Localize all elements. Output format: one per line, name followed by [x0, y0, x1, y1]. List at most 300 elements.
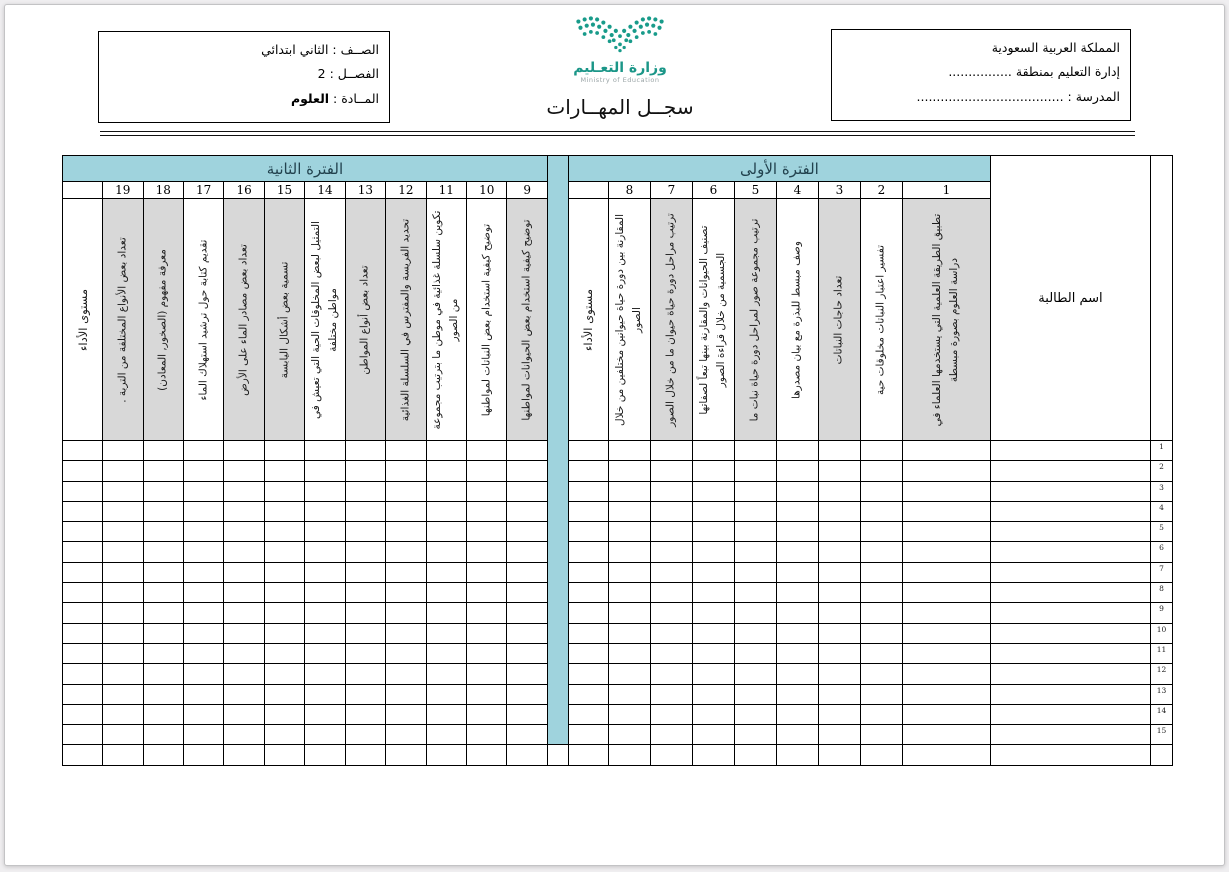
score-cell-skill-2 [860, 684, 902, 704]
score-cell-skill-13 [345, 501, 385, 521]
score-cell-skill-4 [776, 583, 818, 603]
score-cell-skill-16 [224, 664, 264, 684]
student-name-column-header: اسم الطالبة [990, 156, 1150, 441]
skill-header-9-label: توضيح كيفية استخدام بعض الحيوانات لمواطنها [520, 218, 533, 421]
score-cell-skill-17 [183, 522, 223, 542]
score-cell-skill-12 [386, 725, 426, 745]
skill-header-15-label: تسمية بعض أشكال اليابسة [278, 261, 291, 378]
score-cell-skill-8 [608, 481, 650, 501]
score-cell-skill-19 [103, 542, 143, 562]
score-cell-skill-14 [305, 583, 345, 603]
score-cell-skill-19 [103, 562, 143, 582]
performance-cell-p1 [568, 725, 608, 745]
score-cell-skill-13 [345, 643, 385, 663]
score-cell-skill-15 [264, 522, 304, 542]
skill-number-4: 4 [776, 182, 818, 199]
score-cell-skill-5 [734, 643, 776, 663]
score-cell-skill-7 [650, 603, 692, 623]
score-cell-skill-9 [507, 643, 547, 663]
score-cell-skill-18 [143, 562, 183, 582]
score-cell-skill-17 [183, 684, 223, 704]
score-cell-skill-4 [776, 725, 818, 745]
skill-header-7-label: ترتيب مراحل دورة حياة حيوان ما من خلال الصور [665, 212, 678, 427]
skill-header-19-label: تعداد بعض الأنواع المختلفة من التربة . [116, 236, 129, 403]
skill-header-14 [305, 199, 345, 441]
skill-header-10 [467, 199, 507, 441]
student-name-cell [990, 583, 1150, 603]
score-cell-skill-7 [650, 481, 692, 501]
score-cell-skill-12 [386, 481, 426, 501]
score-cell-skill-2 [860, 481, 902, 501]
score-cell-skill-15 [264, 461, 304, 481]
score-cell-skill-15 [264, 725, 304, 745]
score-cell-skill-4 [776, 562, 818, 582]
score-cell-skill-13 [345, 664, 385, 684]
score-cell-skill-16 [224, 684, 264, 704]
row-number-cell [1150, 745, 1172, 765]
score-cell-skill-19 [103, 623, 143, 643]
score-cell-skill-6 [692, 583, 734, 603]
skill-header-15 [264, 199, 304, 441]
score-cell-skill-10 [467, 725, 507, 745]
score-cell-skill-9 [507, 725, 547, 745]
performance-cell-p2 [63, 725, 103, 745]
score-cell-skill-7 [650, 542, 692, 562]
score-cell-skill-13 [345, 583, 385, 603]
score-cell-skill-3 [818, 481, 860, 501]
score-cell-skill-9 [507, 501, 547, 521]
score-cell-skill-18 [143, 643, 183, 663]
score-cell-skill-4 [776, 704, 818, 724]
score-cell-skill-12 [386, 704, 426, 724]
performance-cell-p2 [63, 562, 103, 582]
score-cell-skill-17 [183, 643, 223, 663]
score-cell-skill-10 [467, 501, 507, 521]
score-cell-skill-14 [305, 501, 345, 521]
performance-cell-p1 [568, 664, 608, 684]
score-cell-skill-3 [818, 684, 860, 704]
row-number-cell: 7 [1150, 562, 1172, 582]
performance-cell-p2 [63, 481, 103, 501]
score-cell-skill-18 [143, 461, 183, 481]
performance-cell-p1 [568, 704, 608, 724]
score-cell-skill-3 [818, 745, 860, 765]
skill-header-17-label: تقديم كتابة حول ترشيد استهلاك الماء [197, 239, 210, 400]
score-cell-skill-2 [860, 542, 902, 562]
score-cell-skill-11 [426, 684, 466, 704]
score-cell-skill-15 [264, 501, 304, 521]
skill-header-16-label: تعداد بعض مصادر الماء على الأرض [237, 243, 250, 396]
score-cell-skill-11 [426, 542, 466, 562]
student-name-cell [990, 461, 1150, 481]
score-cell-skill-19 [103, 441, 143, 461]
skill-number-10: 10 [467, 182, 507, 199]
performance-cell-p2 [63, 603, 103, 623]
skill-header-8-label: المقارنة بين دورة حياة حيوانين مختلفين من خلال الصور [614, 213, 644, 426]
score-cell-skill-1 [902, 522, 990, 542]
score-cell-skill-13 [345, 725, 385, 745]
row-number-cell: 10 [1150, 623, 1172, 643]
student-name-cell [990, 542, 1150, 562]
row-number-cell: 6 [1150, 542, 1172, 562]
skill-header-3 [818, 199, 860, 441]
student-name-cell [990, 643, 1150, 663]
score-cell-skill-18 [143, 522, 183, 542]
score-cell-skill-1 [902, 583, 990, 603]
score-cell-skill-13 [345, 441, 385, 461]
skill-header-13-label: تعداد بعض أنواع المواطن [359, 264, 372, 375]
score-cell-skill-9 [507, 603, 547, 623]
skill-number-13: 13 [345, 182, 385, 199]
score-cell-skill-6 [692, 623, 734, 643]
score-cell-skill-5 [734, 684, 776, 704]
score-cell-skill-18 [143, 481, 183, 501]
score-cell-skill-18 [143, 684, 183, 704]
score-cell-skill-3 [818, 583, 860, 603]
score-cell-skill-3 [818, 542, 860, 562]
score-cell-skill-6 [692, 704, 734, 724]
score-cell-skill-1 [902, 623, 990, 643]
score-cell-skill-8 [608, 704, 650, 724]
ministry-logo [540, 13, 700, 84]
score-cell-skill-6 [692, 542, 734, 562]
skill-number-15: 15 [264, 182, 304, 199]
score-cell-skill-3 [818, 664, 860, 684]
score-cell-skill-16 [224, 441, 264, 461]
student-name-cell [990, 441, 1150, 461]
skill-number-17: 17 [183, 182, 223, 199]
score-cell-skill-14 [305, 542, 345, 562]
student-name-cell [990, 704, 1150, 724]
score-cell-skill-16 [224, 704, 264, 724]
score-cell-skill-17 [183, 664, 223, 684]
skill-header-19 [103, 199, 143, 441]
score-cell-skill-14 [305, 603, 345, 623]
period-2-header: الفترة الثانية [63, 156, 548, 182]
ministry-logo-dots-icon [568, 13, 672, 55]
score-cell-skill-12 [386, 441, 426, 461]
score-cell-skill-16 [224, 725, 264, 745]
performance-cell-p1 [568, 562, 608, 582]
score-cell-skill-1 [902, 562, 990, 582]
score-cell-skill-6 [692, 603, 734, 623]
row-number-cell: 1 [1150, 441, 1172, 461]
score-cell-skill-6 [692, 664, 734, 684]
score-cell-skill-18 [143, 664, 183, 684]
skill-header-5 [734, 199, 776, 441]
score-cell-skill-12 [386, 745, 426, 765]
skill-header-7 [650, 199, 692, 441]
score-cell-skill-5 [734, 603, 776, 623]
score-cell-skill-5 [734, 664, 776, 684]
score-cell-skill-16 [224, 481, 264, 501]
score-cell-skill-4 [776, 664, 818, 684]
score-cell-skill-17 [183, 725, 223, 745]
score-cell-skill-11 [426, 745, 466, 765]
student-name-cell [990, 623, 1150, 643]
score-cell-skill-15 [264, 441, 304, 461]
score-cell-skill-15 [264, 704, 304, 724]
score-cell-skill-16 [224, 501, 264, 521]
skill-header-6 [692, 199, 734, 441]
score-cell-skill-3 [818, 704, 860, 724]
score-cell-skill-9 [507, 481, 547, 501]
score-cell-skill-1 [902, 684, 990, 704]
performance-cell-p2 [63, 745, 103, 765]
score-cell-skill-18 [143, 542, 183, 562]
score-cell-skill-3 [818, 643, 860, 663]
class-line: الصــف : الثاني ابتدائي [261, 42, 379, 57]
score-cell-skill-19 [103, 461, 143, 481]
score-cell-skill-13 [345, 542, 385, 562]
student-name-cell [990, 664, 1150, 684]
score-cell-skill-19 [103, 745, 143, 765]
row-number-cell: 11 [1150, 643, 1172, 663]
score-cell-skill-13 [345, 522, 385, 542]
page-title: سجــل المهــارات [546, 95, 694, 119]
score-cell-skill-7 [650, 664, 692, 684]
organization-box [831, 29, 1131, 121]
skill-header-10-label: توضيح كيفية استخدام بعض النباتات لمواطنها [480, 223, 493, 416]
row-number-column-header [1150, 156, 1172, 441]
skill-number-18: 18 [143, 182, 183, 199]
performance-cell-p2 [63, 643, 103, 663]
score-cell-skill-15 [264, 603, 304, 623]
score-cell-skill-12 [386, 542, 426, 562]
skill-header-12-label: تحديد الفريسة والمفترس في السلسلة الغذائية [399, 218, 412, 421]
score-cell-skill-1 [902, 461, 990, 481]
performance-cell-p2 [63, 461, 103, 481]
skill-number-6: 6 [692, 182, 734, 199]
score-cell-skill-16 [224, 583, 264, 603]
score-cell-skill-15 [264, 684, 304, 704]
score-cell-skill-6 [692, 441, 734, 461]
semester-line: الفصــل : 2 [317, 66, 379, 82]
skill-number-16: 16 [224, 182, 264, 199]
performance-level-header-p1 [568, 199, 608, 441]
score-cell-skill-11 [426, 725, 466, 745]
score-cell-skill-14 [305, 522, 345, 542]
performance-level-header-p1-label: مستوى الأداء [581, 288, 596, 351]
performance-cell-p2 [63, 684, 103, 704]
score-cell-skill-12 [386, 461, 426, 481]
score-cell-skill-9 [507, 522, 547, 542]
skill-header-6-label: تصنيف الحيوانات والمقارنة بينها تبعاً لصفاتها الجسمية من خلال قراءة الصور [698, 224, 728, 415]
score-cell-skill-6 [692, 562, 734, 582]
skill-header-5-label: ترتيب مجموعة صور لمراحل دورة حياة نبات ما [749, 218, 762, 421]
score-cell-skill-11 [426, 562, 466, 582]
score-cell-skill-7 [650, 643, 692, 663]
score-cell-skill-5 [734, 522, 776, 542]
score-cell-skill-7 [650, 562, 692, 582]
score-cell-skill-6 [692, 684, 734, 704]
score-cell-skill-1 [902, 542, 990, 562]
score-cell-skill-9 [507, 684, 547, 704]
score-cell-skill-11 [426, 522, 466, 542]
score-cell-skill-12 [386, 684, 426, 704]
student-name-cell [990, 522, 1150, 542]
score-cell-skill-3 [818, 501, 860, 521]
score-cell-skill-18 [143, 603, 183, 623]
skill-header-16 [224, 199, 264, 441]
score-cell-skill-13 [345, 461, 385, 481]
score-cell-skill-8 [608, 623, 650, 643]
skill-header-18-label: معرفة مفهوم (الصخور, المعادن) [156, 248, 169, 391]
score-cell-skill-12 [386, 623, 426, 643]
score-cell-skill-12 [386, 603, 426, 623]
score-cell-skill-19 [103, 603, 143, 623]
row-number-cell: 14 [1150, 704, 1172, 724]
skill-header-3-label: تعداد حاجات النباتات [833, 275, 846, 364]
score-cell-skill-10 [467, 441, 507, 461]
score-cell-skill-10 [467, 542, 507, 562]
score-cell-skill-2 [860, 725, 902, 745]
score-cell-skill-2 [860, 623, 902, 643]
skill-number-19: 19 [103, 182, 143, 199]
class-info-box [98, 31, 390, 123]
score-cell-skill-17 [183, 623, 223, 643]
score-cell-skill-3 [818, 461, 860, 481]
skill-header-11 [426, 199, 466, 441]
score-cell-skill-7 [650, 704, 692, 724]
score-cell-skill-12 [386, 583, 426, 603]
score-cell-skill-12 [386, 522, 426, 542]
skill-header-2-label: تفسير اعتبار النباتات مخلوقات حية [875, 244, 888, 395]
score-cell-skill-15 [264, 562, 304, 582]
score-cell-skill-16 [224, 542, 264, 562]
score-cell-skill-19 [103, 725, 143, 745]
skill-header-13 [345, 199, 385, 441]
score-cell-skill-1 [902, 664, 990, 684]
score-cell-skill-19 [103, 664, 143, 684]
performance-cell-p1 [568, 441, 608, 461]
score-cell-skill-10 [467, 745, 507, 765]
row-number-cell: 2 [1150, 461, 1172, 481]
row-number-cell: 9 [1150, 603, 1172, 623]
score-cell-skill-13 [345, 603, 385, 623]
skill-header-1 [902, 199, 990, 441]
score-cell-skill-8 [608, 501, 650, 521]
row-number-cell: 8 [1150, 583, 1172, 603]
score-cell-skill-10 [467, 522, 507, 542]
score-cell-skill-7 [650, 725, 692, 745]
score-cell-skill-2 [860, 441, 902, 461]
score-cell-skill-16 [224, 461, 264, 481]
score-cell-skill-5 [734, 461, 776, 481]
score-cell-skill-4 [776, 481, 818, 501]
score-cell-skill-16 [224, 623, 264, 643]
performance-cell-p2 [63, 441, 103, 461]
subject-value: العلوم [290, 90, 330, 106]
score-cell-skill-6 [692, 725, 734, 745]
score-cell-skill-19 [103, 684, 143, 704]
score-cell-skill-9 [507, 704, 547, 724]
score-cell-skill-17 [183, 441, 223, 461]
performance-cell-p2 [63, 664, 103, 684]
score-cell-skill-5 [734, 725, 776, 745]
score-cell-skill-6 [692, 522, 734, 542]
score-cell-skill-18 [143, 583, 183, 603]
ministry-name-en: Ministry of Education [580, 76, 660, 84]
score-cell-skill-11 [426, 664, 466, 684]
score-cell-skill-8 [608, 664, 650, 684]
score-cell-skill-14 [305, 745, 345, 765]
skill-number-8: 8 [608, 182, 650, 199]
score-cell-skill-13 [345, 481, 385, 501]
score-cell-skill-11 [426, 603, 466, 623]
score-cell-skill-4 [776, 623, 818, 643]
score-cell-skill-8 [608, 522, 650, 542]
skill-header-4 [776, 199, 818, 441]
skill-number-14: 14 [305, 182, 345, 199]
score-cell-skill-5 [734, 481, 776, 501]
ministry-name-ar: وزارة التعـليم [573, 60, 667, 76]
score-cell-skill-8 [608, 725, 650, 745]
score-cell-skill-3 [818, 725, 860, 745]
score-cell-skill-17 [183, 704, 223, 724]
score-cell-skill-4 [776, 542, 818, 562]
score-cell-skill-10 [467, 643, 507, 663]
score-cell-skill-3 [818, 441, 860, 461]
score-cell-skill-18 [143, 623, 183, 643]
score-cell-skill-18 [143, 704, 183, 724]
skill-header-17 [183, 199, 223, 441]
score-cell-skill-3 [818, 562, 860, 582]
score-cell-skill-1 [902, 481, 990, 501]
score-cell-skill-11 [426, 461, 466, 481]
score-cell-skill-19 [103, 501, 143, 521]
score-cell-skill-15 [264, 583, 304, 603]
score-cell-skill-10 [467, 704, 507, 724]
score-cell-skill-8 [608, 441, 650, 461]
score-cell-skill-10 [467, 562, 507, 582]
score-cell-skill-14 [305, 461, 345, 481]
score-cell-skill-17 [183, 481, 223, 501]
score-cell-skill-8 [608, 603, 650, 623]
score-cell-skill-17 [183, 583, 223, 603]
student-name-cell [990, 725, 1150, 745]
score-cell-skill-2 [860, 583, 902, 603]
score-cell-skill-2 [860, 643, 902, 663]
row-number-cell: 13 [1150, 684, 1172, 704]
skill-header-12 [386, 199, 426, 441]
score-cell-skill-5 [734, 501, 776, 521]
performance-level-header-p2 [63, 199, 103, 441]
row-number-cell: 5 [1150, 522, 1172, 542]
score-cell-skill-1 [902, 643, 990, 663]
score-cell-skill-6 [692, 643, 734, 663]
skill-header-2 [860, 199, 902, 441]
performance-number-gap-p1 [568, 182, 608, 199]
score-cell-skill-11 [426, 704, 466, 724]
skill-header-8 [608, 199, 650, 441]
score-cell-skill-18 [143, 441, 183, 461]
score-cell-skill-10 [467, 461, 507, 481]
score-cell-skill-11 [426, 441, 466, 461]
score-cell-skill-19 [103, 583, 143, 603]
score-cell-skill-8 [608, 643, 650, 663]
score-cell-skill-4 [776, 461, 818, 481]
score-cell-skill-10 [467, 481, 507, 501]
score-cell-skill-8 [608, 461, 650, 481]
performance-cell-p2 [63, 704, 103, 724]
score-cell-skill-7 [650, 501, 692, 521]
score-cell-skill-6 [692, 745, 734, 765]
performance-level-header-p2-label: مستوى الأداء [75, 288, 90, 351]
performance-cell-p2 [63, 542, 103, 562]
score-cell-skill-5 [734, 583, 776, 603]
performance-cell-p1 [568, 461, 608, 481]
